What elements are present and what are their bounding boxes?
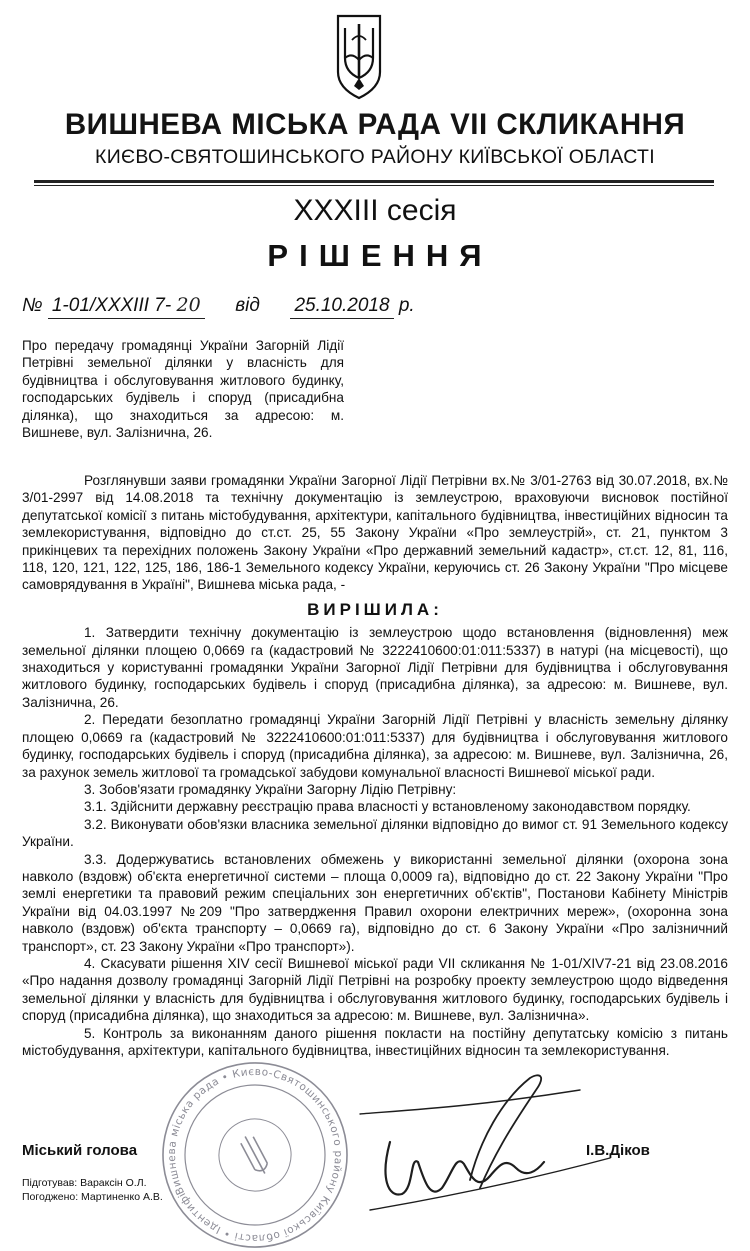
item-3-1: 3.1. Здійснити державну реєстрацію права власності у встановленому законодавством порядку. bbox=[84, 799, 691, 815]
decision-subject: Про передачу громадянці України Загорній Лідії Петрівні земельної ділянки у власність для будівництва і обслуговування житлового будинку, господарських будівель і споруд (присадибна ділянка), що знаходиться за адресою: м. Вишневе, вул. Залізнична, 26. bbox=[22, 338, 344, 441]
decision-number-handwritten: 20 bbox=[176, 294, 201, 316]
prepared-by: Підготував: Вараксін О.Л. bbox=[22, 1177, 147, 1189]
from-label: від bbox=[235, 295, 260, 316]
mayor-name: І.В.Діков bbox=[586, 1142, 650, 1159]
item-2: 2. Передати безоплатно громадянці України Загорній Лідії Петрівні у власність земельну ділянку площею 0,0669 га (кадастровий № 3222410600:01:011:5337) для будівництва і обслуговування житлового будинку, господарських будівель і споруд (присадибна ділянка), за адресою: м. Вишневе, вул. Залізнична, 26, за рахунок земель житлової та громадської забудови комунальної власності Вишневої міської ради. bbox=[22, 712, 728, 780]
header-divider-thin bbox=[34, 185, 714, 186]
decision-number-printed: 1-01/XXXIII 7- bbox=[51, 295, 172, 316]
item-4: 4. Скасувати рішення XIV сесії Вишневої міської ради VII скликання № 1-01/XIV7-21 від 23.08.2016 «Про надання дозволу громадянці Загорній Лідії Петрівні на розробку проекту землеустрою щодо відведення земельної ділянки у власність для будівництва і обслуговування житлового будинку, господарських будівель і споруд (присадибна ділянка), що знаходиться за адресою: м. Вишневе, вул. Залізнична». bbox=[22, 955, 728, 1024]
item-1: 1. Затвердити технічну документацію із землеустрою щодо встановлення (відновлення) меж земельної ділянки площею 0,0669 га (кадастровий № 3222410600:01:011:5337) в натурі (на місцевості), що знаходиться у користуванні громадянки України Загорної Лідії Петрівни для будівництва і обслуговування житлового будинку, господарських будівель і споруд (присадибна ділянка), за адресою: м. Вишневе, вул. Залізнична, 26. bbox=[22, 625, 728, 710]
item-5: 5. Контроль за виконанням даного рішення покласти на постійну депутатську комісію з питань містобудування, архітектури, капітального будівництва, інвестиційних відносин та землекористування. bbox=[22, 1025, 728, 1058]
decision-number-line bbox=[22, 294, 415, 319]
preparation-notes bbox=[22, 1176, 163, 1204]
session-title: XXXIII сесія bbox=[293, 194, 457, 227]
svg-text:Вишнева міська рада • Києво-Св bbox=[150, 1060, 360, 1250]
item-3: 3. Зобов'язати громадянку України Загорну Лідію Петрівну: bbox=[84, 781, 457, 797]
item-3-3: 3.3. Додержуватись встановлених обмежень у використанні земельної ділянки (охорона зона навколо (вздовж) об'єкта енергетичної системи – площа 0,0009 га), відповідно до ст. 22 Закону України "Про землі енергетики та правовий режим спеціальних зон енергетичних об'єктів", Постанови Кабінету Міністрів України від 04.03.1997 №209 "Про затвердження Правил охорони електричних мереж», (охоронна зона навколо (вздовж) об'єкта транспорту – 0,0669 га), відповідно до ст. 6 Закону України «Про залізничний транспорт», ст. 23 Закону України «Про транспорт»). bbox=[22, 851, 728, 954]
decision-body bbox=[22, 472, 728, 1059]
mayor-title: Міський голова bbox=[22, 1142, 138, 1159]
trident-emblem-icon bbox=[334, 10, 384, 100]
decision-date: 25.10.2018 bbox=[290, 295, 393, 319]
preamble-paragraph: Розглянувши заяви громадянки України Загорної Лідії Петрівни вх.№ 3/01-2763 від 30.07.2018, вх.№ 3/01-2997 від 14.08.2018 та технічну документацію із землеустрою, враховуючи висновок постійної депутатської комісії з питань містобудування, архітектури, капітального будівництва, інвестиційних відносин та землекористування, відповідно до ст.ст. 25, 55 Закону України «Про землеустрій», ст. 21, пунктом 3 прикінцевих та перехідних положень Закону України «Про державний земельний кадастр», ст.ст. 12, 81, 116, 118, 120, 121, 122, 125, 186, 186-1 Земельного кодексу України, керуючись ст. 26 Закону України "Про місцеве самоврядування в Україні", Вишнева міська рада, - bbox=[22, 473, 728, 593]
number-label: № bbox=[22, 295, 43, 316]
stamp-ring-text: Вишнева міська рада • Києво-Святошинського району Київської області • Ідентифікаційний bbox=[165, 1065, 345, 1245]
document-type-title: РІШЕННЯ bbox=[267, 238, 493, 273]
council-title: ВИШНЕВА МІСЬКА РАДА VII СКЛИКАННЯ bbox=[64, 108, 686, 141]
district-subtitle: КИЄВО-СВЯТОШИНСЬКОГО РАЙОНУ КИЇВСЬКОЇ ОБЛАСТІ bbox=[95, 146, 655, 168]
header-divider-thick bbox=[34, 180, 714, 183]
agreed-by: Погоджено: Мартиненко А.В. bbox=[22, 1191, 163, 1203]
item-3-2: 3.2. Виконувати обов'язки власника земельної ділянки відповідно до вимог ст. 91 Земельного кодексу України. bbox=[22, 816, 728, 850]
decision-number bbox=[48, 294, 205, 319]
official-stamp-icon bbox=[150, 1060, 360, 1250]
resolved-heading: ВИРІШИЛА: bbox=[307, 599, 443, 619]
mayor-signature-icon bbox=[330, 1070, 620, 1220]
year-suffix: р. bbox=[398, 295, 415, 316]
